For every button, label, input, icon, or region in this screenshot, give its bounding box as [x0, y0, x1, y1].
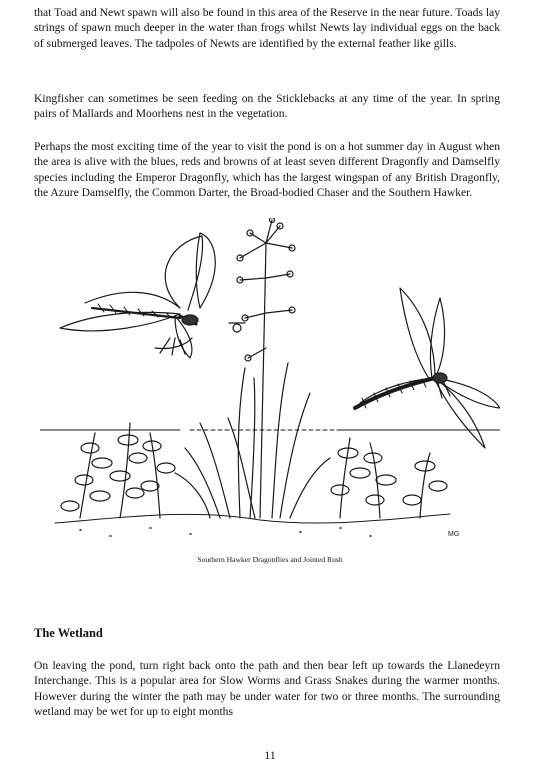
dragonfly-rush-illustration: [40, 218, 500, 548]
paragraph-dragonflies: Perhaps the most exciting time of the year to visit the pond is on a hot summer day in August when the area is alive with the blues, reds and browns of at least seven different Dragonfly and Damselfly species including the Emperor Dragonfly, which has the largest wingspan of any British Dragonfly, the Azure Damselfly, the Common Darter, the Broad-bodied Chaser and the Southern Hawker.: [34, 140, 500, 200]
paragraph-wetland: On leaving the pond, turn right back onto the path and then bear left up towards the Llanedeyrn Interchange. This is a popular area for Slow Worms and Grass Snakes during the warmer months. However during the winter the path may be under water for two or three months. The surrounding wetland may be wet for up to eight months: [34, 659, 500, 719]
dragonfly-left: [60, 233, 245, 358]
pond-bank: [55, 514, 450, 523]
water-plants-left: [61, 423, 175, 518]
paragraph-kingfisher: Kingfisher can sometimes be seen feeding on the Sticklebacks at any time of the year. In spring pairs of Mallards and Moorhens nest in the vegetation.: [34, 92, 500, 121]
section-heading: The Wetland: [34, 626, 103, 640]
dragonfly-right: [355, 288, 500, 448]
jointed-rush: [175, 218, 330, 518]
illustration-caption: Southern Hawker Dragonflies and Jointed Rush: [197, 555, 343, 564]
artist-signature: MG: [448, 531, 460, 538]
paragraph-toad-newt-spawn: that Toad and Newt spawn will also be found in this area of the Reserve in the near future. Toads lay strings of spawn much deeper in the water than frogs whilst Newts lay individual eggs on the back of submerged leaves. The tadpoles of Newts are identified by the external feather like gills.: [34, 6, 500, 50]
ground-specks: [80, 528, 371, 536]
page-number: 11: [264, 748, 276, 762]
water-plants-right: [331, 438, 447, 518]
